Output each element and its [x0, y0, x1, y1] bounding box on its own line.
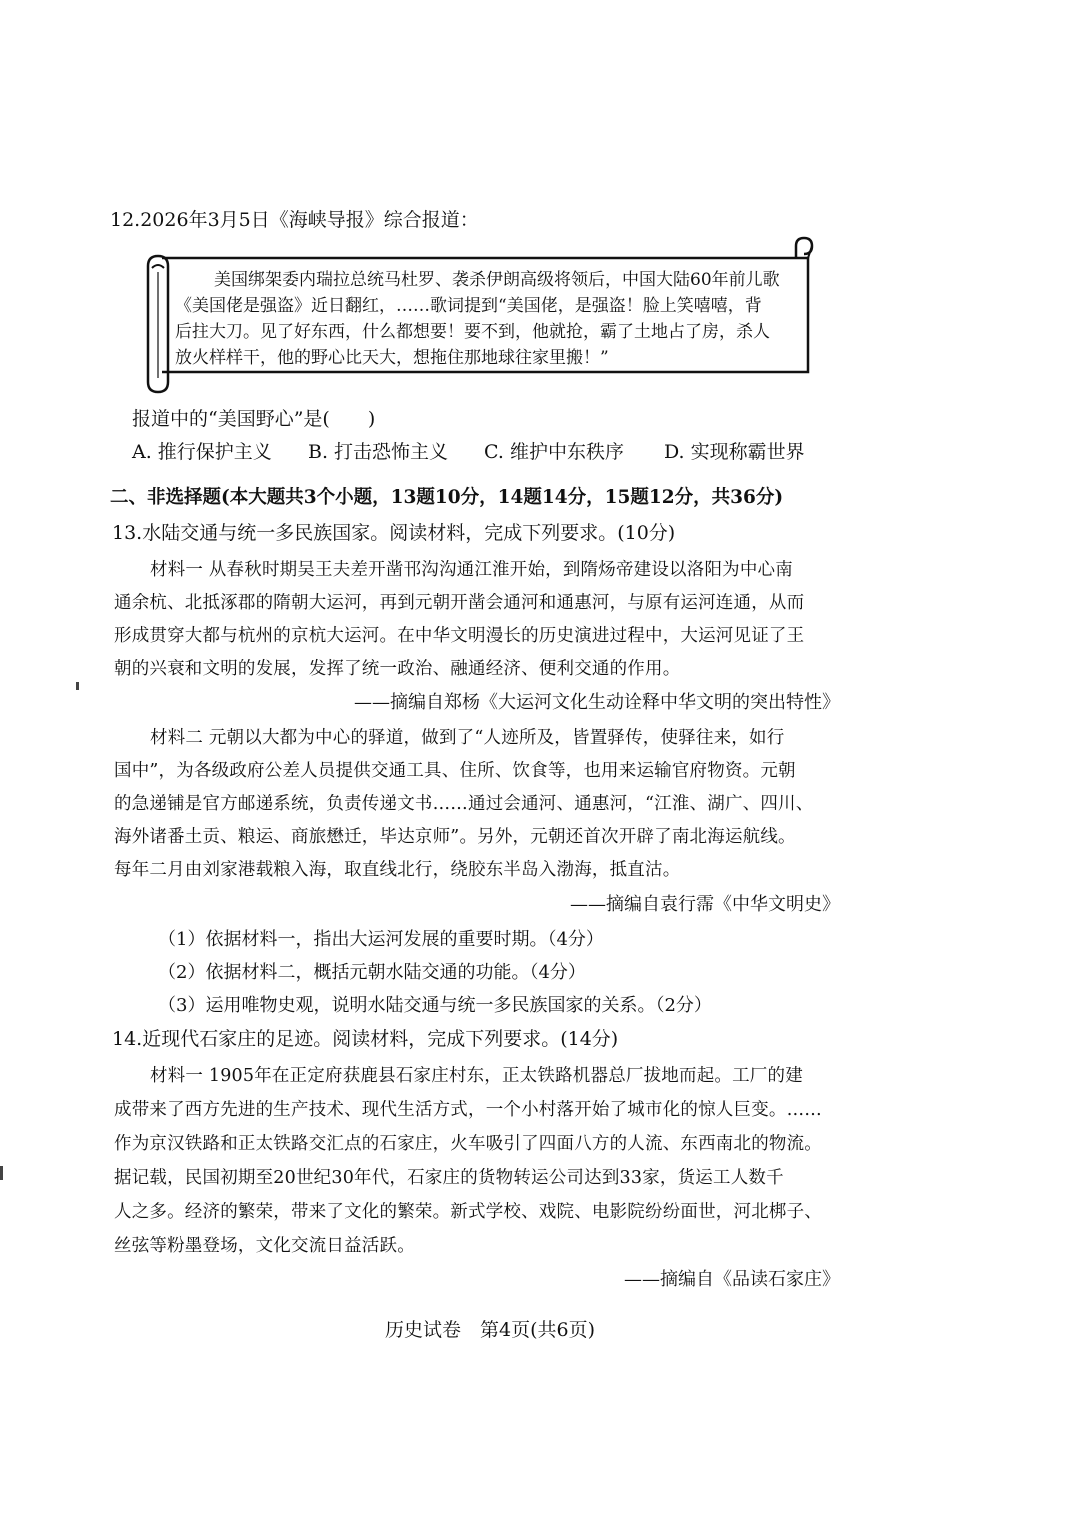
q14-material1-line-5: 人之多。经济的繁荣，带来了文化的繁荣。新式学校、戏院、电影院纷纷面世，河北梆子、	[114, 1202, 822, 1222]
question-12-stem: 报道中的“美国野心”是( )	[132, 408, 376, 430]
q13-material1-line-3: 形成贯穿大都与杭州的京杭大运河。在中华文明漫长的历史演进过程中，大运河见证了王	[114, 626, 805, 646]
scan-mark	[76, 682, 79, 690]
scroll-line-3: 后拄大刀。见了好东西，什么都想要！要不到，他就抢，霸了土地占了房，杀人	[175, 322, 770, 342]
q13-material2-line-4: 海外诸番土贡、粮运、商旅懋迁，毕达京师”。另外，元朝还首次开辟了南北海运航线。	[114, 827, 796, 847]
scroll-line-1: 美国绑架委内瑞拉总统马杜罗、袭杀伊朗高级将领后，中国大陆60年前儿歌	[214, 270, 780, 290]
page-footer: 历史试卷 第4页(共6页)	[384, 1319, 595, 1341]
q14-material1-line-2: 成带来了西方先进的生产技术、现代生活方式，一个小村落开始了城市化的惊人巨变。……	[114, 1100, 822, 1120]
q14-material1-line-6: 丝弦等粉墨登场，文化交流日益活跃。	[114, 1236, 415, 1256]
scroll-line-4: 放火样样干，他的野心比天大，想拖住那地球往家里搬！”	[175, 348, 609, 368]
q13-material2-line-5: 每年二月由刘家港载粮入海，取直线北行，绕胶东半岛入渤海，抵直沽。	[114, 860, 681, 880]
question-13-title: 13.水陆交通与统一多民族国家。阅读材料，完成下列要求。(10分)	[112, 522, 676, 544]
q13-subquestion-3: （3）运用唯物史观，说明水陆交通与统一多民族国家的关系。（2分）	[158, 995, 712, 1016]
section-heading: 二、非选择题(本大题共3个小题，13题10分，14题14分，15题12分，共36分)	[110, 487, 784, 508]
q13-material2-line-1: 材料二 元朝以大都为中心的驿道，做到了“人迹所及，皆置驿传，使驿往来，如行	[150, 728, 785, 748]
q13-material2-line-3: 的急递铺是官方邮递系统，负责传递文书……通过会通河、通惠河，“江淮、湖广、四川、	[114, 794, 814, 814]
option-b: B. 打击恐怖主义	[308, 441, 449, 463]
q13-material2-line-2: 国中”，为各级政府公差人员提供交通工具、住所、饮食等，也用来运输官府物资。元朝	[114, 761, 796, 781]
q13-subquestion-2: （2）依据材料二，概括元朝水陆交通的功能。（4分）	[158, 962, 586, 983]
q14-material1-line-4: 据记载，民国初期至20世纪30年代，石家庄的货物转运公司达到33家，货运工人数千	[114, 1168, 784, 1188]
scroll-line-2: 《美国佬是强盗》近日翻红，……歌词提到“美国佬，是强盗！脸上笑嘻嘻，背	[175, 296, 762, 316]
scan-mark	[0, 1166, 3, 1180]
q13-subquestion-1: （1）依据材料一，指出大运河发展的重要时期。（4分）	[158, 929, 604, 950]
question-14-title: 14.近现代石家庄的足迹。阅读材料，完成下列要求。(14分)	[112, 1028, 619, 1050]
q13-source-2: ——摘编自袁行霈《中华文明史》	[570, 894, 840, 915]
q13-source-1: ——摘编自郑杨《大运河文化生动诠释中华文明的突出特性》	[354, 692, 840, 713]
q13-material1-line-4: 朝的兴衰和文明的发展，发挥了统一政治、融通经济、便利交通的作用。	[114, 659, 681, 679]
option-d: D. 实现称霸世界	[664, 441, 805, 463]
question-12-title: 12.2026年3月5日《海峡导报》综合报道：	[110, 209, 479, 231]
q14-material1-line-3: 作为京汉铁路和正太铁路交汇点的石家庄，火车吸引了四面八方的人流、东西南北的物流。	[114, 1134, 822, 1154]
option-a: A. 推行保护主义	[132, 441, 272, 463]
q14-source-1: ——摘编自《品读石家庄》	[624, 1269, 840, 1290]
q13-material1-line-1: 材料一 从春秋时期吴王夫差开凿邗沟沟通江淮开始，到隋炀帝建设以洛阳为中心南	[150, 560, 793, 580]
option-c: C. 维护中东秩序	[484, 441, 624, 463]
q13-material1-line-2: 通余杭、北抵涿郡的隋朝大运河，再到元朝开凿会通河和通惠河，与原有运河连通，从而	[114, 593, 805, 613]
q14-material1-line-1: 材料一 1905年在正定府获鹿县石家庄村东，正太铁路机器总厂拔地而起。工厂的建	[150, 1066, 803, 1086]
